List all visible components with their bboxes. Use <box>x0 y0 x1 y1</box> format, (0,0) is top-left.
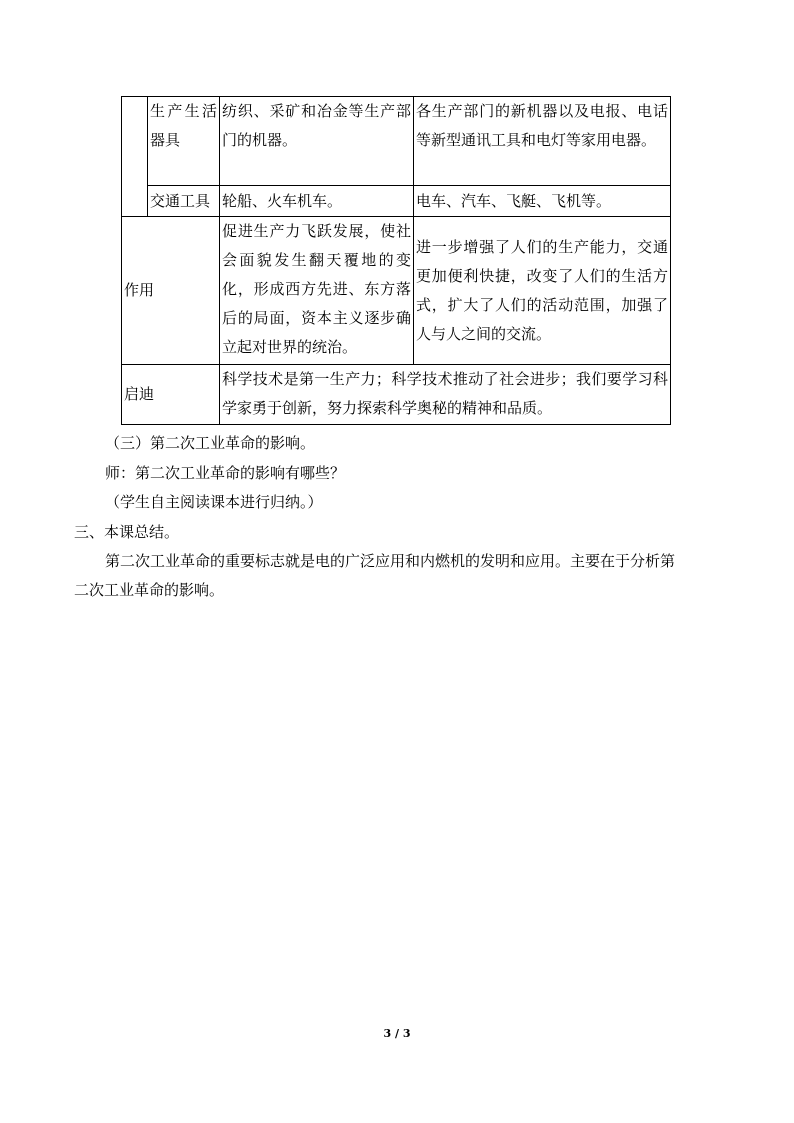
table-cell: 进一步增强了人们的生产能力，交通更加便利快捷，改变了人们的生活方式，扩大了人们的活动范围，加强了人与人之间的交流。 <box>414 217 671 365</box>
paragraph: 第二次工业革命的重要标志就是电的广泛应用和内燃机的发明和应用。主要在于分析第 <box>105 552 676 570</box>
table-cell: 各生产部门的新机器以及电报、电话等新型通讯工具和电灯等家用电器。 <box>414 97 671 186</box>
table-row <box>122 186 671 217</box>
table-row <box>122 97 671 186</box>
row-header: 启迪 <box>122 365 220 425</box>
comparison-table <box>121 96 671 425</box>
table-row <box>122 365 671 425</box>
page-number: 3 / 3 <box>383 1027 411 1040</box>
merged-category-cell <box>122 97 148 217</box>
table-cell: 轮船、火车机车。 <box>220 186 414 217</box>
table-cell: 科学技术是第一生产力；科学技术推动了社会进步；我们要学习科学家勇于创新，努力探索科学奥秘的精神和品质。 <box>220 365 671 425</box>
paragraph: 师：第二次工业革命的影响有哪些？ <box>105 464 346 482</box>
row-subheader: 交通工具 <box>148 186 220 217</box>
row-header: 作用 <box>122 217 220 365</box>
paragraph: （学生自主阅读课本进行归纳。） <box>105 493 323 511</box>
paragraph: （三）第二次工业革命的影响。 <box>105 434 316 452</box>
paragraph: 二次工业革命的影响。 <box>74 581 225 599</box>
table-row <box>122 217 671 365</box>
table-cell: 电车、汽车、飞艇、飞机等。 <box>414 186 671 217</box>
table-cell: 促进生产力飞跃发展，使社会面貌发生翻天覆地的变化，形成西方先进、东方落后的局面，资本主义逐步确立起对世界的统治。 <box>220 217 414 365</box>
section-heading: 三、本课总结。 <box>74 523 180 541</box>
table-cell: 纺织、采矿和冶金等生产部门的机器。 <box>220 97 414 186</box>
row-subheader: 生产生活器具 <box>148 97 220 186</box>
